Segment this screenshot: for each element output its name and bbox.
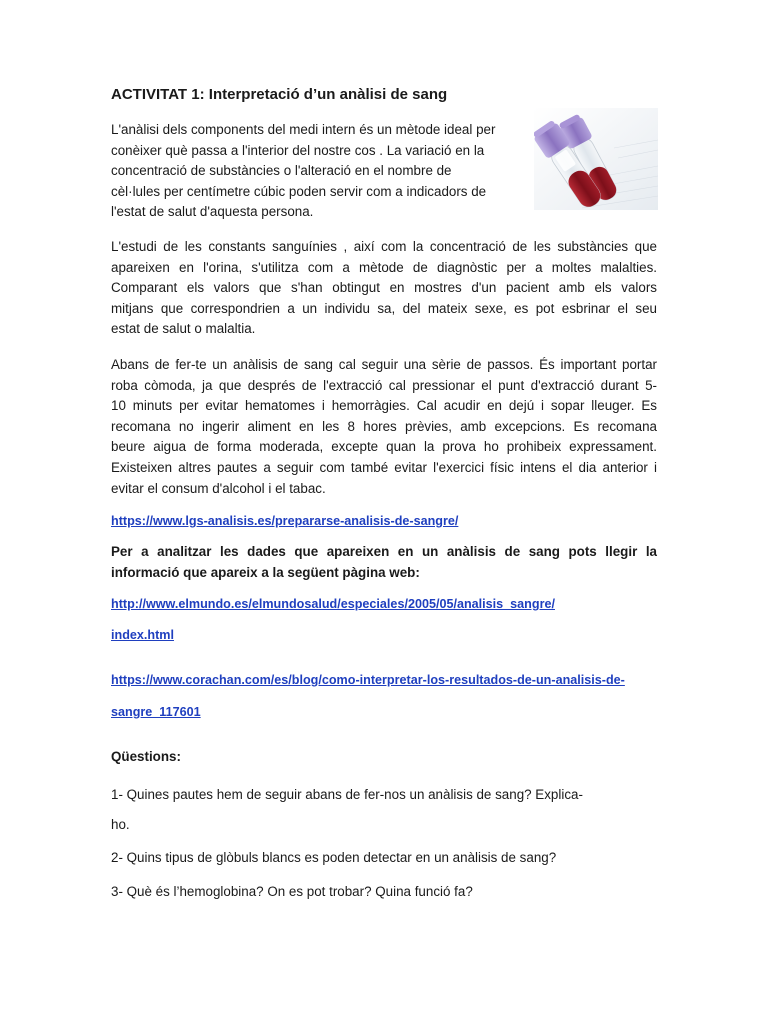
- intro-paragraph: [111, 120, 529, 223]
- link-corachan[interactable]: https://www.corachan.com/es/blog/como-interpretar-los-resultados-de-un-analisis-de-: [111, 673, 625, 687]
- paragraph-line: Per a analitzar les dades que apareixen en un anàlisis de sang pots llegir la: [111, 544, 657, 559]
- paragraph-line: Comparant els valors que s'han obtingut en mostres d'un pacient amb els valors: [111, 280, 657, 296]
- blood-test-tubes-icon: [534, 108, 658, 210]
- questions-heading: Qüestions:: [111, 749, 181, 764]
- intro-line: cèl·lules per centímetre cúbic poden servir com a indicadors de: [111, 183, 487, 199]
- link-elmundo-index[interactable]: index.html: [111, 628, 174, 642]
- page-title: ACTIVITAT 1: Interpretació d’un anàlisi de sang: [111, 86, 448, 103]
- paragraph-line: recomana no ingerir aliment en les 8 hores prèvies, amb excepcions. Es recomana: [111, 418, 657, 434]
- link-corachan-cont[interactable]: sangre_117601: [111, 705, 201, 719]
- link-lgs-analisis[interactable]: https://www.lgs-analisis.es/prepararse-analisis-de-sangre/: [111, 514, 459, 528]
- question-3: 3- Què és l’hemoglobina? On es pot trobar? Quina funció fa?: [111, 884, 473, 899]
- paragraph-line: Abans de fer-te un anàlisis de sang cal seguir una sèrie de passos. És important portar: [111, 357, 657, 372]
- intro-line: l'estat de salut d'aquesta persona.: [111, 204, 314, 220]
- paragraph-line: informació que apareix a la següent pàgina web:: [111, 564, 420, 580]
- intro-line: conèixer què passa a l'interior del nostre cos . La variació en la: [111, 142, 485, 158]
- paragraph-line: 10 minuts per evitar hematomes i hemorràgies. Cal acudir en dejú i sopar lleuger. Es: [111, 398, 657, 414]
- paragraph-line: apareixen en l'orina, s'utilitza com a mètode de diagnòstic per a moltes malalties.: [111, 259, 657, 275]
- paragraph-line: beure aigua de forma moderada, excepte quan la prova ho prohibeix expressament.: [111, 439, 657, 455]
- question-2: 2- Quins tipus de glòbuls blancs es poden detectar en un anàlisis de sang?: [111, 850, 557, 865]
- preparation-paragraph: [111, 355, 657, 499]
- paragraph-line: estat de salut o malaltia.: [111, 321, 256, 337]
- instructions-paragraph: [111, 542, 657, 583]
- paragraph-line: Existeixen altres pautes a seguir com també evitar l'exercici físic intens el dia anterior i: [111, 459, 657, 475]
- paragraph-line: mitjans que correspondrien a un individu sa, del mateix sexe, es pot esbrinar el seu: [111, 300, 657, 316]
- paragraph-line: roba còmoda, ja que després de l'extracció cal pressionar el punt d'extracció durant 5-: [111, 377, 657, 393]
- question-1: 1- Quines pautes hem de seguir abans de fer-nos un anàlisis de sang? Explica-: [111, 787, 583, 802]
- intro-line: L'anàlisi dels components del medi intern és un mètode ideal per: [111, 122, 496, 137]
- intro-line: concentració de substàncies o l'alteració en el nombre de: [111, 163, 452, 179]
- question-1-cont: ho.: [111, 817, 130, 832]
- link-elmundo[interactable]: http://www.elmundo.es/elmundosalud/especiales/2005/05/analisis_sangre/: [111, 597, 555, 611]
- constants-paragraph: [111, 237, 657, 340]
- paragraph-line: evitar el consum d'alcohol i el tabac.: [111, 480, 326, 496]
- paragraph-line: L'estudi de les constants sanguínies , així com la concentració de les substàncies que: [111, 239, 657, 254]
